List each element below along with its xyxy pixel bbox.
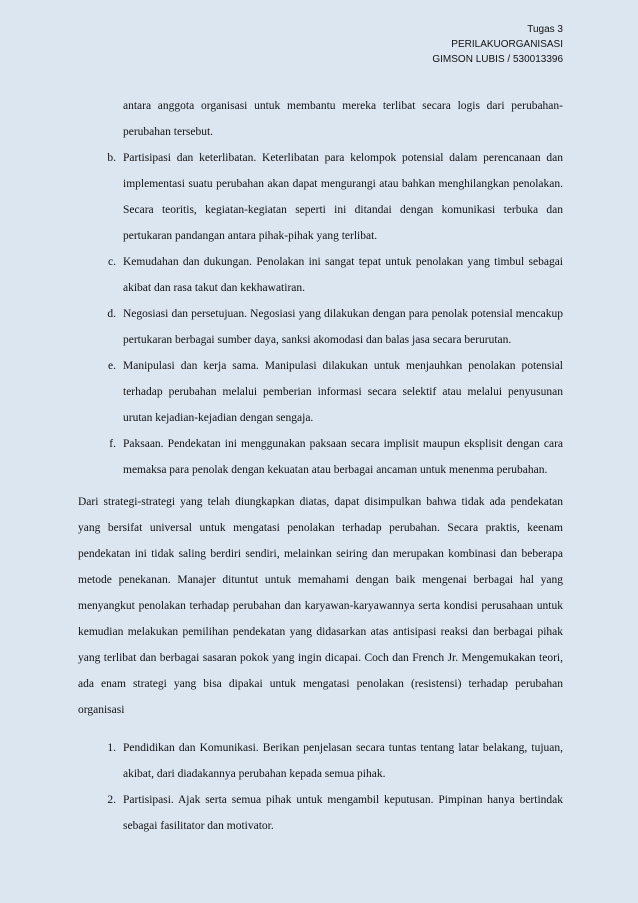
list-text: Paksaan. Pendekatan ini menggunakan paksaan secara implisit maupun eksplisit dengan cara memaksa para penolak dengan kekuatan atau berbagai ancaman untuk menenma perubahan. (123, 438, 563, 476)
list-item-b (78, 145, 563, 249)
list-text: Pendidikan dan Komunikasi. Berikan penjelasan secara tuntas tentang latar belakang, tujuan, akibat, dari diadakannya perubahan kepada semua pihak. (123, 742, 563, 780)
list-item-c (78, 249, 563, 301)
list-item-1 (78, 735, 563, 787)
document-body (78, 93, 563, 839)
list-marker: e. (108, 360, 116, 372)
summary-paragraph: Dari strategi-strategi yang telah diungkapkan diatas, dapat disimpulkan bahwa tidak ada pendekatan yang bersifat universal untuk mengatasi penolakan terhadap perubahan. Secara praktis, keenam pendekatan ini tidak saling berdiri sendiri, melainkan seiring dan merupakan kombinasi dan beberapa metode penekanan. Manajer dituntut untuk memahami dengan baik mengenai berbagai hal yang menyangkut penolakan terhadap perubahan dan karyawan-karyawannya serta kondisi perusahaan untuk kemudian melakukan pemilihan pendekatan yang didasarkan atas antisipasi reaksi dan berbagai pihak yang terlibat dan berbagai sasaran pokok yang ingin dicapai. Coch dan French Jr. Mengemukakan teori, ada enam strategi yang bisa dipakai untuk mengatasi penolakan (resistensi) terhadap perubahan organisasi (78, 496, 563, 716)
list-marker: 1. (107, 742, 116, 754)
list-item-2 (78, 787, 563, 839)
list-text: Kemudahan dan dukungan. Penolakan ini sangat tepat untuk penolakan yang timbul sebagai akibat dan rasa takut dan kekhawatiran. (123, 256, 563, 294)
header-course: PERILAKUORGANISASI (451, 39, 563, 50)
list-marker: f. (109, 438, 116, 450)
continuation-text: antara anggota organisasi untuk membantu mereka terlibat secara logis dari perubahan-perubahan tersebut. (123, 100, 563, 138)
list-text: Partisipasi dan keterlibatan. Keterlibatan para kelompok potensial dalam perencanaan dan implementasi suatu perubahan akan dapat mengurangi atau bahkan menghilangkan penolakan. Secara teoritis, kegiatan-kegiatan seperti ini ditandai dengan komunikasi terbuka dan pertukaran pandangan antara pihak-pihak yang terlibat. (123, 152, 563, 242)
list-item-e (78, 353, 563, 431)
list-text: Manipulasi dan kerja sama. Manipulasi dilakukan untuk menjauhkan penolakan potensial terhadap perubahan melalui pemberian informasi secara selektif atau melalui penyusunan urutan kejadian-kejadian dengan sengaja. (123, 360, 563, 424)
list-marker: d. (107, 308, 116, 320)
list-marker: c. (108, 256, 116, 268)
list-item-d (78, 301, 563, 353)
list-text: Negosiasi dan persetujuan. Negosiasi yang dilakukan dengan para penolak potensial mencakup pertukaran berbagai sumber daya, sanksi akomodasi dan balas jasa secara berurutan. (123, 308, 563, 346)
header-assignment: Tugas 3 (527, 24, 563, 35)
list-marker: b. (107, 152, 116, 164)
list-text: Partisipasi. Ajak serta semua pihak untuk mengambil keputusan. Pimpinan hanya bertindak sebagai fasilitator dan motivator. (123, 794, 563, 832)
page-header (432, 22, 563, 67)
list-item-f (78, 431, 563, 483)
list-marker: 2. (107, 794, 116, 806)
header-author: GIMSON LUBIS / 530013396 (432, 54, 563, 65)
